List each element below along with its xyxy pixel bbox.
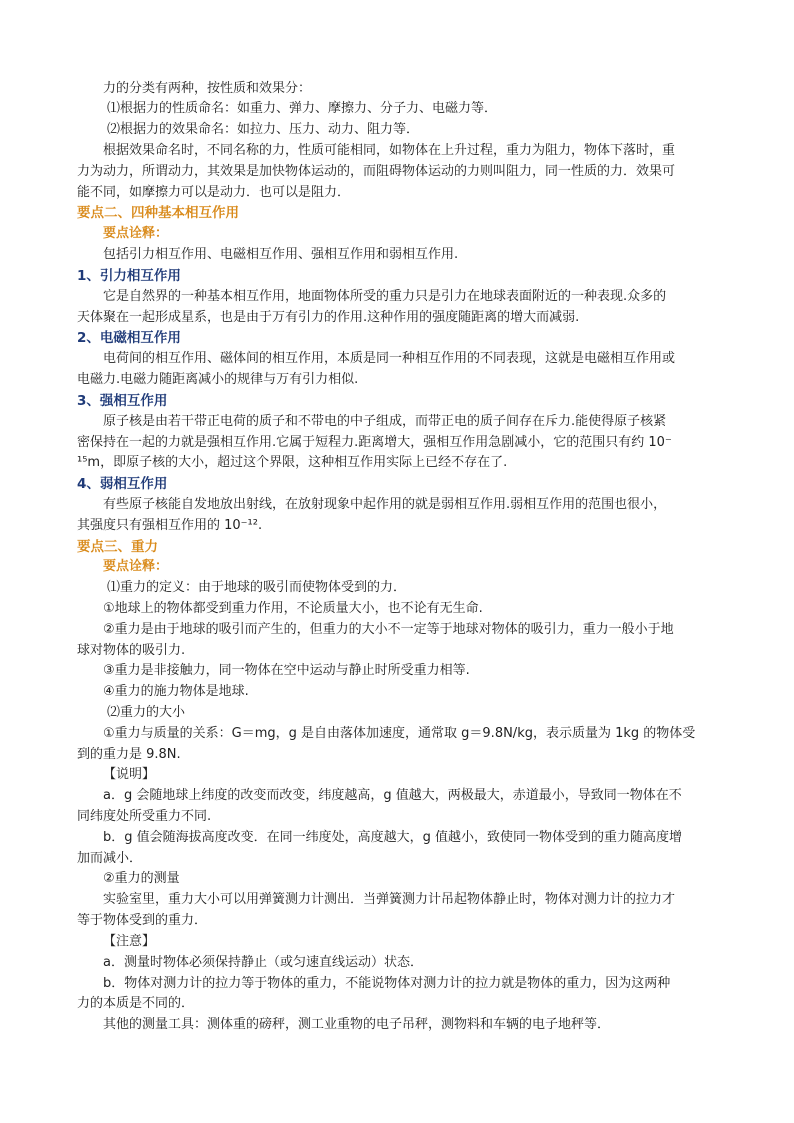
paragraph-line: 密保持在一起的力就是强相互作用.它属于短程力.距离增大，强相互作用急剧减小，它的范围只有约 10⁻ (77, 435, 672, 450)
paragraph-line: ②重力的测量 (103, 871, 180, 886)
section-heading: 1、引力相互作用 (77, 268, 181, 284)
paragraph-line: 原子核是由若干带正电荷的质子和不带电的中子组成，而带正电的质子间存在斥力.能使得原子核紧 (103, 414, 667, 429)
paragraph-line: 能不同，如摩擦力可以是动力．也可以是阻力． (77, 185, 351, 200)
subheading: 要点诠释： (103, 559, 169, 574)
paragraph-line: 同纬度处所受重力不同. (77, 809, 212, 824)
paragraph-line: b．g 值会随海拔高度改变．在同一纬度处，高度越大，g 值越小，致使同一物体受到的重力随高度增 (103, 830, 683, 845)
paragraph-line: a．测量时物体必须保持静止（或匀速直线运动）状态． (103, 955, 423, 970)
paragraph-line: 其强度只有强相互作用的 10⁻¹². (77, 518, 263, 533)
section-heading: 3、强相互作用 (77, 393, 168, 409)
paragraph-line: 加而减小． (77, 851, 143, 866)
note-label: 【注意】 (103, 934, 156, 949)
paragraph-line: 到的重力是 9.8N. (77, 747, 181, 762)
paragraph-line: ⑵根据力的效果命名：如拉力、压力、动力、阻力等． (107, 122, 420, 137)
paragraph-line: ①重力与质量的关系：G＝mg，g 是自由落体加速度，通常取 g＝9.8N/kg，表示质量为 1kg 的物体受 (103, 726, 696, 741)
note-label: 【说明】 (103, 767, 156, 782)
paragraph-line: 球对物体的吸引力. (77, 643, 186, 658)
paragraph-line: ⑴根据力的性质命名：如重力、弹力、摩擦力、分子力、电磁力等． (107, 101, 498, 116)
paragraph-line: ①地球上的物体都受到重力作用，不论质量大小，也不论有无生命. (103, 601, 483, 616)
paragraph-line: 根据效果命名时，不同名称的力，性质可能相同，如物体在上升过程，重力为阻力，物体下落时，重 (103, 143, 676, 158)
paragraph-line: b．物体对测力计的拉力等于物体的重力，不能说物体对测力计的拉力就是物体的重力，因为这两种 (103, 976, 671, 991)
section-heading: 要点二、四种基本相互作用 (77, 205, 239, 221)
paragraph-line: ④重力的施力物体是地球. (103, 684, 249, 699)
section-heading: 2、电磁相互作用 (77, 330, 181, 346)
paragraph-line: ③重力是非接触力，同一物体在空中运动与静止时所受重力相等. (103, 663, 470, 678)
section-heading: 要点三、重力 (77, 539, 158, 555)
paragraph-line: 力为动力，所谓动力，其效果是加快物体运动的，而阻碍物体运动的力则叫阻力，同一性质的力．效果可 (77, 164, 676, 179)
paragraph-line: 实验室里，重力大小可以用弹簧测力计测出．当弹簧测力计吊起物体静止时，物体对测力计的拉力才 (103, 892, 676, 907)
subheading: 要点诠释： (103, 226, 169, 241)
paragraph-line: 力的分类有两种，按性质和效果分： (103, 81, 312, 96)
paragraph-line: ⑵重力的大小 (107, 705, 186, 720)
section-heading: 4、弱相互作用 (77, 476, 168, 492)
paragraph-line: 电磁力.电磁力随距离减小的规律与万有引力相似. (77, 372, 359, 387)
paragraph-line: ⑴重力的定义：由于地球的吸引而使物体受到的力． (107, 580, 407, 595)
paragraph-line: 包括引力相互作用、电磁相互作用、强相互作用和弱相互作用. (103, 247, 459, 262)
paragraph-line: 等于物体受到的重力． (77, 913, 208, 928)
paragraph-line: 电荷间的相互作用、磁体间的相互作用，本质是同一种相互作用的不同表现，这就是电磁相互作用或 (103, 351, 676, 366)
paragraph-line: a．g 会随地球上纬度的改变而改变，纬度越高，g 值越大，两极最大，赤道最小，导致同一物体在不 (103, 788, 682, 803)
paragraph-line: 有些原子核能自发地放出射线，在放射现象中起作用的就是弱相互作用.弱相互作用的范围也很小， (103, 497, 667, 512)
paragraph-line: 它是自然界的一种基本相互作用，地面物体所受的重力只是引力在地球表面附近的一种表现.众多的 (103, 289, 667, 304)
paragraph-line: ¹⁵m，即原子核的大小，超过这个界限，这种相互作用实际上已经不存在了. (77, 455, 508, 470)
paragraph-line: 其他的测量工具：测体重的磅秤，测工业重物的电子吊秤，测物料和车辆的电子地秤等． (103, 1017, 611, 1032)
paragraph-line: 力的本质是不同的． (77, 996, 195, 1011)
paragraph-line: 天体聚在一起形成星系，也是由于万有引力的作用.这种作用的强度随距离的增大而减弱. (77, 310, 580, 325)
paragraph-line: ②重力是由于地球的吸引而产生的，但重力的大小不一定等于地球对物体的吸引力，重力一般小于地 (103, 622, 674, 637)
